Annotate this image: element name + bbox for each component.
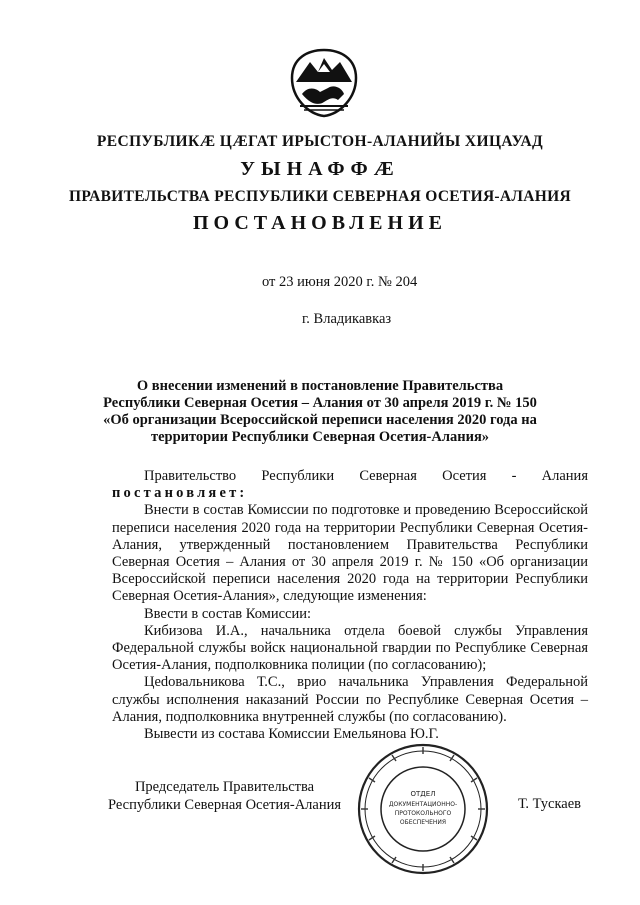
paragraph-3: Кибизова И.А., начальника отдела боевой службы Управления Федеральной службы войск национальной гвардии по Республике Северная Осетия-Алания, подполковника полиции (по согласованию); xyxy=(112,622,588,674)
paragraph-4: Цеdовальникова Т.С., врио начальника Управления Федеральной службы исполнения наказаний России по Республике Северная Осетия – Алания, подполковника внутренней службы (по согласованию). xyxy=(112,674,588,725)
signatory-position xyxy=(108,778,341,814)
header-ossetian-line: РЕСПУБЛИКӔ ЦӔГАТ ИРЫСТОН-АЛАНИЙЫ ХИЦАУАД xyxy=(96,133,544,150)
signatory-name: Т. Тускаев xyxy=(518,796,582,812)
paragraph-2: Ввести в состав Комиссии: xyxy=(144,605,312,622)
city: г. Владикавказ xyxy=(302,311,392,327)
svg-text:ПРОТОКОЛЬНОГО: ПРОТОКОЛЬНОГО xyxy=(394,810,452,817)
svg-text:ДОКУМЕНТАЦИОННО-: ДОКУМЕНТАЦИОННО- xyxy=(388,801,458,808)
decree-word-text: постановляет: xyxy=(112,485,248,502)
official-stamp xyxy=(356,742,490,876)
intro-line: Правительство Республики Северная Осетия - Алания xyxy=(144,468,588,484)
position-line-1: Председатель Правительства xyxy=(134,779,315,795)
header-russian-line: ПРАВИТЕЛЬСТВА РЕСПУБЛИКИ СЕВЕРНАЯ ОСЕТИЯ-АЛАНИЯ xyxy=(69,188,571,205)
svg-text:ОБЕСПЕЧЕНИЯ: ОБЕСПЕЧЕНИЯ xyxy=(399,819,447,826)
paragraph-5: Вывести из состава Комиссии Емельянова Ю.Г. xyxy=(144,726,439,743)
position-line-2: Республики Северная Осетия-Алания xyxy=(108,797,342,813)
date-number: от 23 июня 2020 г. № 204 xyxy=(262,274,418,290)
svg-text:ОТДЕЛ: ОТДЕЛ xyxy=(410,790,436,798)
document-body xyxy=(112,468,588,743)
header-ossetian-title: УЫНАФФӔ xyxy=(240,158,400,180)
decree-word xyxy=(112,485,588,502)
paragraph-1: Внести в состав Комиссии по подготовке и проведению Всероссийской переписи населения 2020 года на территории Республики Северная Осетия-Алания, утвержденный постановлением Правительства Республики Северная Осетия – Алания от 30 апреля 2019 г. № 150 «Об организации Всероссийской переписи населения 2020 года на территории Республики Северная Осетия-Алания», следующие изменения: xyxy=(112,502,588,605)
header-russian-title: ПОСТАНОВЛЕНИЕ xyxy=(193,212,447,234)
coat-of-arms-emblem xyxy=(288,48,360,118)
document-title: О внесении изменений в постановление Правительства Республики Северная Осетия – Алания от 30 апреля 2019 г. № 150 «Об организации Всероссийской переписи населения 2020 года на территории Республики Северная Осетия-Алания» xyxy=(103,378,537,445)
